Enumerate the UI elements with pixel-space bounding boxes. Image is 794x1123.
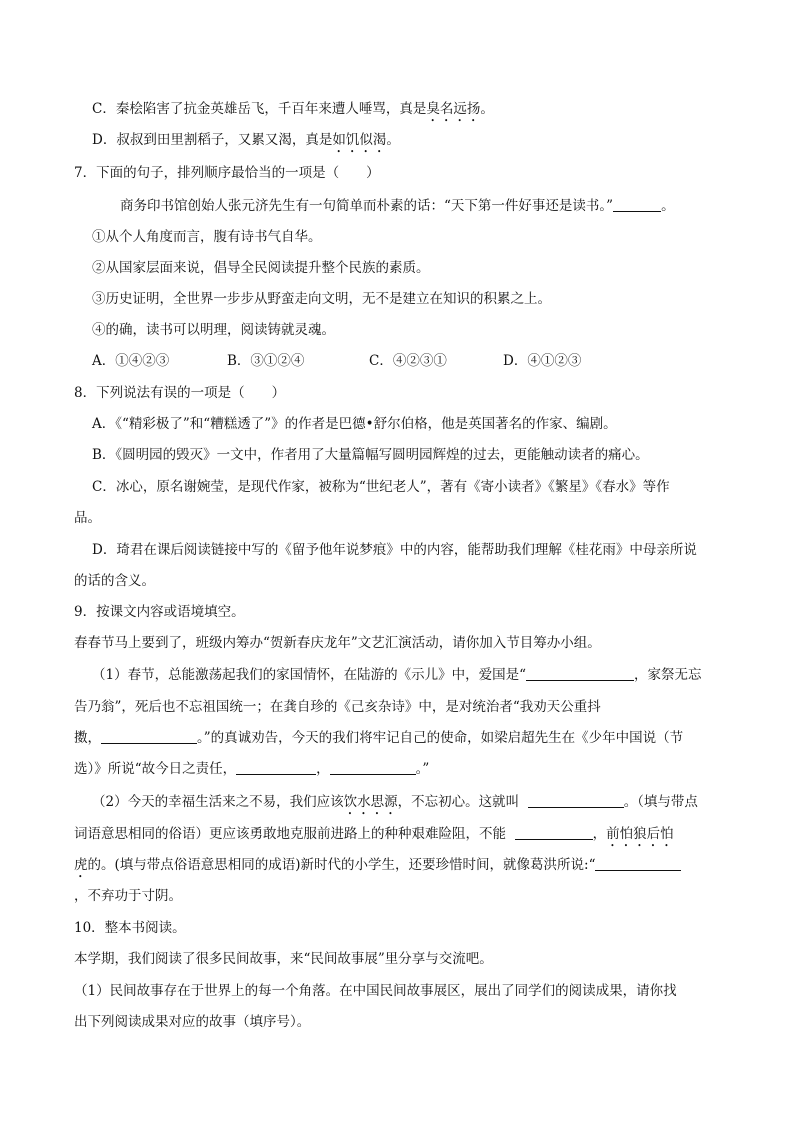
q9-p2-text-c: 。（填与带点 xyxy=(623,794,698,810)
q9-blank-5[interactable] xyxy=(528,793,624,808)
q9-p1-text-d: 。”的真诚劝告，今天的我们将牢记自己的使命，如梁启超先生在《少年中国说（节 xyxy=(197,730,684,746)
q9-p1-text-b: ，家祭无忘 xyxy=(634,667,702,683)
q9-p2-text-f: 的。(填与带点俗语意思相同的成语)新时代的小学生，还要珍惜时间，就像葛洪所说:“ xyxy=(87,857,596,873)
q9-blank-7[interactable] xyxy=(595,856,681,871)
q9-p1-text-c: 擞， xyxy=(74,730,101,746)
q9-p2-text-d: 词语意思相同的俗语）更应该勇敢地克服前进路上的种种艰难险阻，不能 xyxy=(74,826,506,842)
q9-blank-3[interactable] xyxy=(236,760,316,775)
q6-option-d-text: D．叔叔到田里割稻子，又累又渴，真是 xyxy=(92,132,333,148)
q9-p1-text-a: （1）春节，总能激荡起我们的家国情怀，在陆游的《示儿》中，爱国是“ xyxy=(92,667,526,683)
q7-option-d[interactable]: D．④①②③ xyxy=(503,353,582,369)
q9-p2-text-a: （2）今天的幸福生活来之不易，我们应该 xyxy=(92,794,344,810)
q9-p2-text-e: ， xyxy=(592,826,607,842)
q9-part1-line1 xyxy=(92,665,702,685)
q6-option-c xyxy=(92,99,494,125)
q10-intro: 本学期，我们阅读了很多民间故事，来“民间故事展”里分享与交流吧。 xyxy=(74,951,493,967)
q9-blank-2[interactable] xyxy=(101,729,197,744)
q9-p1-text-f: ， xyxy=(316,761,330,777)
q8-option-d-line2: 的话的含义。 xyxy=(74,573,155,589)
q7-stem: 7．下面的句子，排列顺序最恰当的一项是（ ） xyxy=(74,165,380,181)
q7-intro xyxy=(120,196,675,216)
q9-part1-line2: 告乃翁”，死后也不忘祖国统一；在龚自珍的《己亥杂诗》中，是对统治者“我劝天公重抖 xyxy=(74,699,601,715)
q7-option-b[interactable]: B．③①②④ xyxy=(227,353,305,369)
q7-sentence-3: ③历史证明，全世界一步步从野蛮走向文明，无不是建立在知识的积累之上。 xyxy=(92,291,551,307)
q7-intro-text: 商务印书馆创始人张元济先生有一句简单而朴素的话：“天下第一件好事还是读书。” xyxy=(120,198,614,214)
q7-blank[interactable] xyxy=(613,197,661,212)
q6-option-c-text: C．秦桧陷害了抗金英雄岳飞，千百年来遭人唾骂，真是 xyxy=(92,101,427,117)
q8-option-c-line1: C．冰心，原名谢婉莹，是现代作家，被称为“世纪老人”，著有《寄小读者》《繁星》《春水》等作 xyxy=(92,479,670,495)
q6-option-c-end: 。 xyxy=(480,101,494,117)
q8-option-a: A．《“精彩极了”和“糟糕透了”》的作者是巴德•舒尔伯格，他是英国著名的作家、编剧。 xyxy=(92,416,617,432)
q6-option-d xyxy=(92,130,400,156)
q7-option-a[interactable]: A．①④②③ xyxy=(92,353,170,369)
q9-part2-line3 xyxy=(74,855,681,881)
q8-option-d-line1: D．琦君在课后阅读链接中写的《留予他年说梦痕》中的内容，能帮助我们理解《桂花雨》中母亲所说 xyxy=(92,542,697,558)
q9-part1-line3 xyxy=(74,728,683,748)
q9-stem: 9．按课文内容或语境填空。 xyxy=(74,604,245,620)
q6-option-d-dotted: 如饥似渴 xyxy=(332,132,387,148)
q9-blank-6[interactable] xyxy=(515,825,593,840)
q9-intro: 春春节马上要到了，班级内筹办“贺新春庆龙年”文艺汇演活动，请你加入节目筹办小组。 xyxy=(74,635,601,651)
q10-stem: 10．整本书阅读。 xyxy=(74,920,186,936)
q9-p1-text-g: 。” xyxy=(415,761,430,777)
q9-p2-text-b: ，不忘初心。这就叫 xyxy=(397,794,520,810)
q8-option-c-line2: 品。 xyxy=(74,510,101,526)
q7-intro-end: 。 xyxy=(661,198,675,214)
q9-part1-line4 xyxy=(74,759,429,779)
q9-part2-line2 xyxy=(74,824,674,850)
q6-option-c-dotted: 臭名远扬 xyxy=(426,101,481,117)
q9-blank-1[interactable] xyxy=(526,666,634,681)
q7-sentence-4: ④的确，读书可以明理，阅读铸就灵魂。 xyxy=(92,322,335,338)
q7-sentence-2: ②从国家层面来说，倡导全民阅读提升整个民族的素质。 xyxy=(92,260,430,276)
q10-part1-line2: 出下列阅读成果对应的故事（填序号）。 xyxy=(74,1014,311,1030)
q9-p2-dotted-1: 饮水思源 xyxy=(343,794,398,810)
q7-sentence-1: ①从个人角度而言，腹有诗书气自华。 xyxy=(92,229,322,245)
q8-option-b: B．《圆明园的毁灭》一文中，作者用了大量篇幅写圆明园辉煌的过去，更能触动读者的痛心。 xyxy=(92,447,649,463)
q9-blank-4[interactable] xyxy=(330,760,416,775)
q9-part2-line1 xyxy=(92,792,698,818)
q9-p2-dotted-2: 前怕狼后怕 xyxy=(606,826,674,842)
q8-stem: 8．下列说法有误的一项是（ ） xyxy=(74,385,286,401)
q10-part1-line1: （1）民间故事存在于世界上的每一个角落。在中国民间故事展区，展出了同学们的阅读成果，请你找 xyxy=(74,983,677,999)
q9-part2-line4: ，不弃功于寸阴。 xyxy=(74,888,182,904)
q6-option-d-end: 。 xyxy=(386,132,400,148)
q7-option-c[interactable]: C．④②③① xyxy=(369,353,447,369)
q9-p1-text-e: 选）》所说“故今日之责任， xyxy=(74,761,237,777)
q9-p2-dotted-3: 虎 xyxy=(74,857,88,873)
